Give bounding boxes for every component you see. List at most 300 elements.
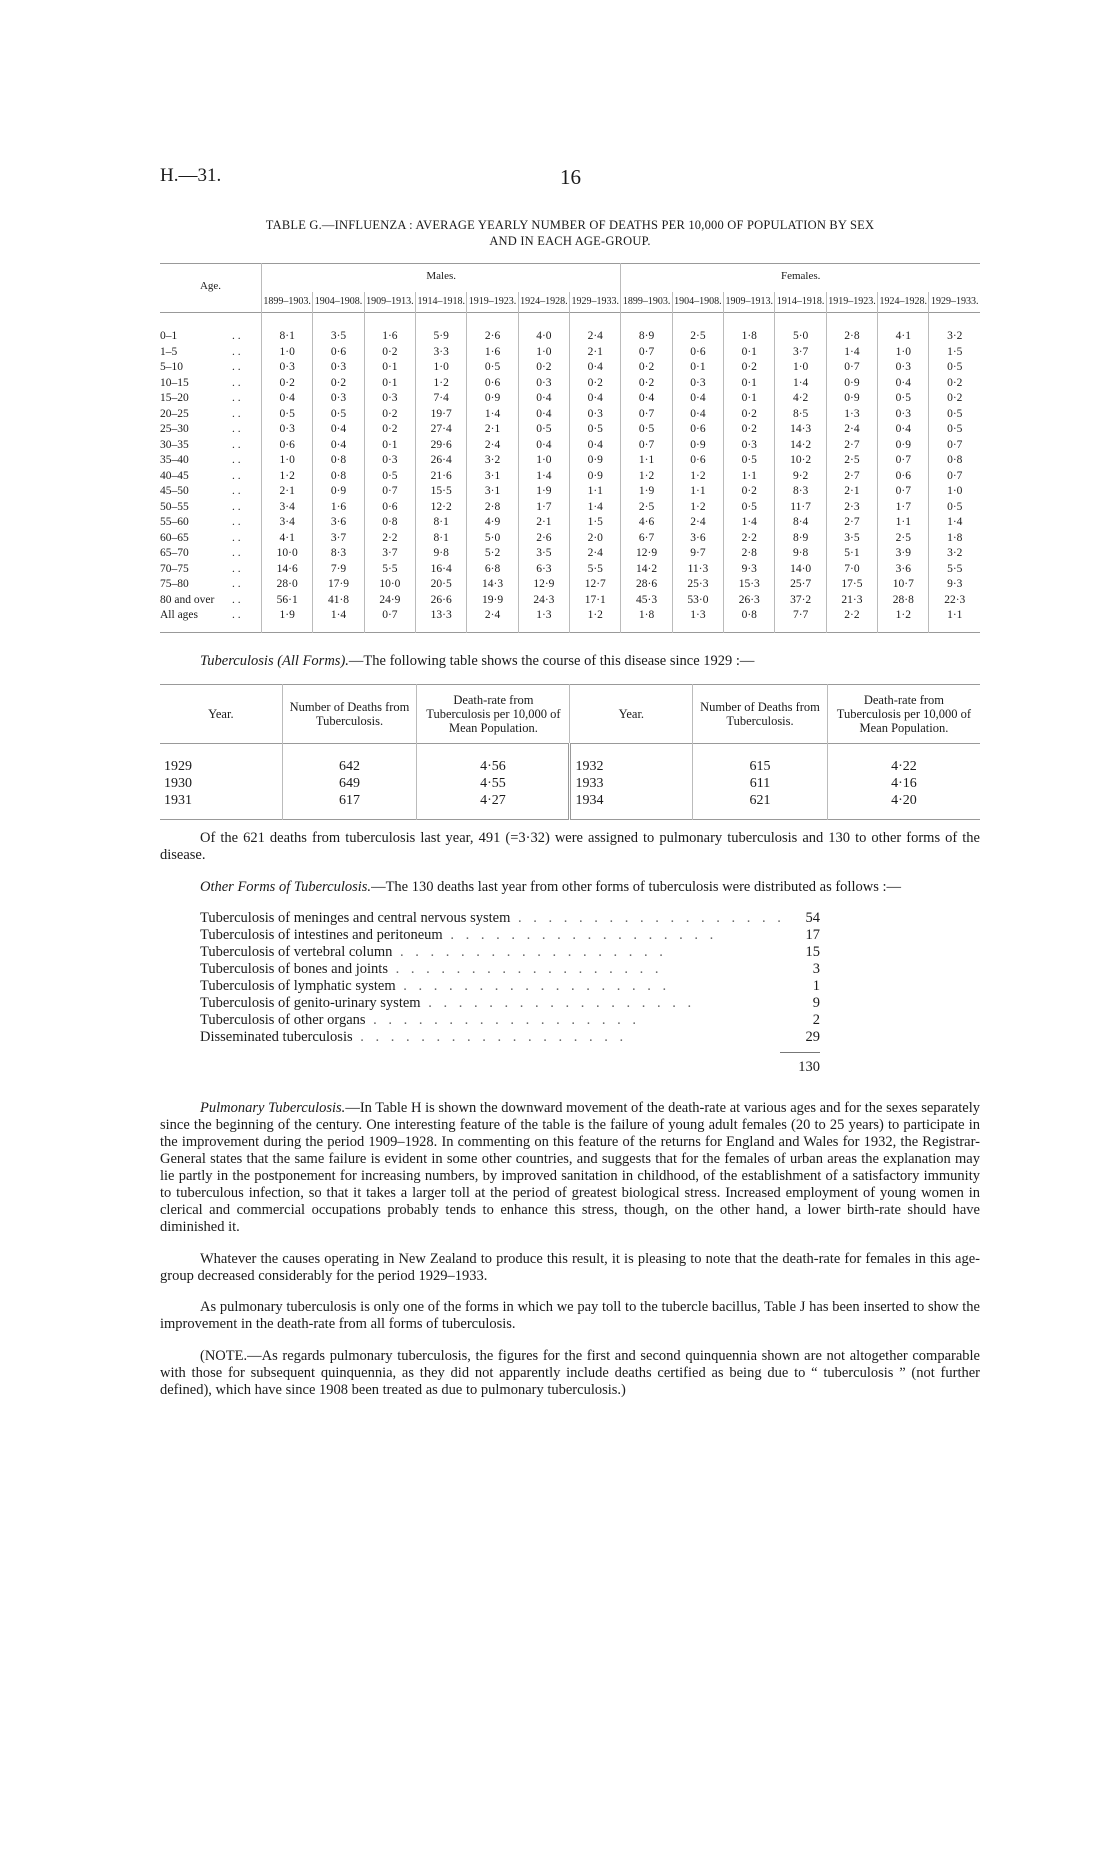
leader-dots: . . xyxy=(232,500,241,513)
female-rate-cell: 0·1 xyxy=(724,391,775,407)
female-rate-cell: 0·6 xyxy=(672,453,723,469)
male-rate-cell: 0·2 xyxy=(262,376,313,392)
female-rate-cell: 10·7 xyxy=(878,577,929,593)
female-rate-cell: 0·7 xyxy=(929,469,980,485)
male-rate-cell: 10·0 xyxy=(262,546,313,562)
male-rate-cell: 12·9 xyxy=(518,577,569,593)
male-rate-cell: 24·9 xyxy=(364,593,415,609)
female-rate-cell: 0·5 xyxy=(724,500,775,516)
male-rate-cell: 0·2 xyxy=(364,345,415,361)
female-rate-cell: 0·4 xyxy=(878,422,929,438)
female-rate-cell: 0·2 xyxy=(621,360,672,376)
male-rate-cell: 6·8 xyxy=(467,562,518,578)
male-rate-cell: 0·4 xyxy=(570,438,621,454)
female-rate-cell: 0·5 xyxy=(724,453,775,469)
female-rate-cell: 0·7 xyxy=(621,438,672,454)
age-group-cell: 5–10 xyxy=(160,361,183,373)
year-cell: 1930 xyxy=(164,776,192,791)
form-label: Tuberculosis of genito-urinary system . . xyxy=(200,995,780,1012)
male-rate-cell: 14·3 xyxy=(467,577,518,593)
female-rate-cell: 11·3 xyxy=(672,562,723,578)
males-period-header: 1924–1928. xyxy=(518,292,569,313)
rate-cell: 4·55 xyxy=(417,775,570,792)
rate-cell: 4·16 xyxy=(827,775,980,792)
male-rate-cell: 1·0 xyxy=(262,345,313,361)
female-rate-cell: 0·5 xyxy=(929,500,980,516)
female-rate-cell: 1·0 xyxy=(929,484,980,500)
male-rate-cell: 1·6 xyxy=(364,313,415,345)
female-rate-cell: 1·4 xyxy=(775,376,826,392)
form-count: 1 xyxy=(812,978,820,994)
male-rate-cell: 0·1 xyxy=(364,438,415,454)
females-period-header: 1919–1923. xyxy=(826,292,877,313)
male-rate-cell: 2·8 xyxy=(467,500,518,516)
tuberculosis-para1: Of the 621 deaths from tuberculosis last year, 491 (=3·32) were assigned to pulmonary tuberculosis and 130 to other forms of the disease. xyxy=(160,830,980,863)
deaths-cell: 617 xyxy=(282,792,417,820)
female-rate-cell: 37·2 xyxy=(775,593,826,609)
female-rate-cell: 5·5 xyxy=(929,562,980,578)
female-rate-cell: 5·1 xyxy=(826,546,877,562)
male-rate-cell: 5·2 xyxy=(467,546,518,562)
list-item xyxy=(200,944,820,961)
female-rate-cell: 0·2 xyxy=(724,360,775,376)
male-rate-cell: 26·4 xyxy=(416,453,467,469)
male-rate-cell: 0·3 xyxy=(262,422,313,438)
male-rate-cell: 0·3 xyxy=(518,376,569,392)
male-rate-cell: 8·1 xyxy=(262,313,313,345)
age-group-cell: 0–1 xyxy=(160,330,178,342)
table-g-caption-line1: TABLE G.—INFLUENZA : AVERAGE YEARLY NUMBER OF DEATHS PER 10,000 OF POPULATION BY SEX xyxy=(265,218,875,232)
female-rate-cell: 15·3 xyxy=(724,577,775,593)
document-reference: H.—31. xyxy=(160,165,222,186)
males-period-header: 1919–1923. xyxy=(467,292,518,313)
age-group-cell: 70–75 xyxy=(160,562,189,575)
age-group-cell: 35–40 xyxy=(160,454,189,466)
female-rate-cell: 3·9 xyxy=(878,546,929,562)
female-rate-cell: 0·2 xyxy=(929,376,980,392)
leader-dots: . . xyxy=(232,562,241,575)
male-rate-cell: 0·6 xyxy=(313,345,364,361)
male-rate-cell: 2·1 xyxy=(518,515,569,531)
table-row xyxy=(160,453,980,469)
table-row xyxy=(160,438,980,454)
female-rate-cell: 2·5 xyxy=(621,500,672,516)
leader-dots: . . xyxy=(232,438,241,451)
male-rate-cell: 1·6 xyxy=(313,500,364,516)
leader-dots: . . xyxy=(232,361,241,373)
deaths-header-left: Number of Deaths from Tuberculosis. xyxy=(282,685,417,744)
male-rate-cell: 24·3 xyxy=(518,593,569,609)
male-rate-cell: 3·1 xyxy=(467,469,518,485)
age-group-cell: 75–80 xyxy=(160,578,189,590)
influenza-table-body xyxy=(160,313,980,633)
male-rate-cell: 1·5 xyxy=(570,515,621,531)
female-rate-cell: 1·2 xyxy=(621,469,672,485)
male-rate-cell: 13·3 xyxy=(416,608,467,632)
table-row xyxy=(160,593,980,609)
male-rate-cell: 5·5 xyxy=(570,562,621,578)
male-rate-cell: 15·5 xyxy=(416,484,467,500)
female-rate-cell: 4·1 xyxy=(878,313,929,345)
rate-cell: 4·56 xyxy=(417,744,570,776)
female-rate-cell: 1·4 xyxy=(826,345,877,361)
female-rate-cell: 2·5 xyxy=(826,453,877,469)
female-rate-cell: 1·1 xyxy=(929,608,980,632)
females-period-header: 1929–1933. xyxy=(929,292,980,313)
female-rate-cell: 1·1 xyxy=(672,484,723,500)
rate-header-right: Death-rate from Tuberculosis per 10,000 of Mean Population. xyxy=(827,685,980,744)
female-rate-cell: 0·3 xyxy=(878,360,929,376)
rate-cell: 4·27 xyxy=(417,792,570,820)
age-group-cell: 60–65 xyxy=(160,531,189,544)
female-rate-cell: 0·5 xyxy=(929,407,980,423)
male-rate-cell: 1·1 xyxy=(570,484,621,500)
male-rate-cell: 2·4 xyxy=(467,438,518,454)
table-row xyxy=(160,345,980,361)
table-row xyxy=(160,484,980,500)
female-rate-cell: 0·7 xyxy=(826,360,877,376)
female-rate-cell: 0·3 xyxy=(878,407,929,423)
other-forms-intro xyxy=(160,879,980,896)
page xyxy=(160,165,980,1413)
female-rate-cell: 0·7 xyxy=(621,407,672,423)
table-g-caption-line2: AND IN EACH AGE-GROUP. xyxy=(489,234,651,248)
female-rate-cell: 8·5 xyxy=(775,407,826,423)
male-rate-cell: 5·0 xyxy=(467,531,518,547)
leader-dots: . . xyxy=(232,407,241,420)
leader-dots: . . xyxy=(232,593,241,606)
females-period-header: 1914–1918. xyxy=(775,292,826,313)
male-rate-cell: 2·1 xyxy=(570,345,621,361)
female-rate-cell: 2·3 xyxy=(826,500,877,516)
age-group-cell: 80 and over xyxy=(160,593,215,606)
female-rate-cell: 2·5 xyxy=(878,531,929,547)
female-rate-cell: 0·5 xyxy=(929,360,980,376)
year-cell: 1932 xyxy=(570,744,693,776)
female-rate-cell: 1·3 xyxy=(826,407,877,423)
female-rate-cell: 8·9 xyxy=(775,531,826,547)
male-rate-cell: 2·2 xyxy=(364,531,415,547)
form-label: Tuberculosis of intestines and peritoneum . . xyxy=(200,927,780,944)
male-rate-cell: 56·1 xyxy=(262,593,313,609)
rate-header-left: Death-rate from Tuberculosis per 10,000 of Mean Population. xyxy=(417,685,570,744)
rate-cell: 4·22 xyxy=(827,744,980,776)
female-rate-cell: 4·6 xyxy=(621,515,672,531)
other-forms-rows xyxy=(200,910,820,1046)
age-group-cell: 1–5 xyxy=(160,345,178,358)
female-rate-cell: 1·2 xyxy=(878,608,929,632)
females-period-header: 1909–1913. xyxy=(724,292,775,313)
leader-dots: . . xyxy=(232,547,241,559)
male-rate-cell: 9·8 xyxy=(416,546,467,562)
male-rate-cell: 0·4 xyxy=(570,360,621,376)
male-rate-cell: 0·4 xyxy=(570,391,621,407)
female-rate-cell: 1·4 xyxy=(724,515,775,531)
male-rate-cell: 8·1 xyxy=(416,531,467,547)
pulmonary-para1-text: —In Table H is shown the downward movement of the death-rate at various ages and for the sexes separately since the beginning of the century. One interesting feature of the table is the failure of young adult females (20 to 25 years) to participate in the improvement during the period 1909–1928. In commenting on this feature of the returns for England and Wales for 1932, the Registrar-General states that the same failure is evident in some other countries, and suggests that for the females of urban areas the explanation may lie partly in the postponement for increasing numbers, by improved sanitation in childhood, of the establishment of a satisfactory immunity to tuberculous infection, so that it takes a larger toll at the period of greatest biological stress. Increased employment of young women in clerical and commercial occupations probably tends to enhance this stress, though, on the other hand, a lower birth-rate should have diminished it. xyxy=(160,1100,980,1235)
female-rate-cell: 0·3 xyxy=(672,376,723,392)
female-rate-cell: 8·4 xyxy=(775,515,826,531)
female-rate-cell: 14·3 xyxy=(775,422,826,438)
page-number: 16 xyxy=(560,165,581,189)
female-rate-cell: 22·3 xyxy=(929,593,980,609)
female-rate-cell: 2·1 xyxy=(826,484,877,500)
males-period-header: 1914–1918. xyxy=(416,292,467,313)
male-rate-cell: 1·2 xyxy=(416,376,467,392)
female-rate-cell: 0·7 xyxy=(878,453,929,469)
form-label: Tuberculosis of vertebral column . . xyxy=(200,944,780,961)
male-rate-cell: 3·5 xyxy=(313,313,364,345)
age-group-cell: 50–55 xyxy=(160,500,189,513)
males-header: Males. xyxy=(262,264,621,293)
leader-dots: . . xyxy=(232,609,241,621)
female-rate-cell: 0·2 xyxy=(724,422,775,438)
male-rate-cell: 1·9 xyxy=(518,484,569,500)
table-row xyxy=(160,546,980,562)
form-label: Tuberculosis of meninges and central nervous system . . xyxy=(200,910,780,927)
female-rate-cell: 0·7 xyxy=(929,438,980,454)
year-cell: 1931 xyxy=(164,793,192,808)
leader-dots: . . xyxy=(232,423,241,435)
male-rate-cell: 0·6 xyxy=(262,438,313,454)
female-rate-cell: 2·8 xyxy=(826,313,877,345)
female-rate-cell: 0·6 xyxy=(672,345,723,361)
female-rate-cell: 10·2 xyxy=(775,453,826,469)
male-rate-cell: 4·1 xyxy=(262,531,313,547)
pulmonary-note: (NOTE.—As regards pulmonary tuberculosis, the figures for the first and second quinquennia shown are not altogether comparable with those for subsequent quinquennia, as they did not apparently include deaths certified as being due to “ tuberculosis ” (not further defined), which have since 1908 been treated as due to pulmonary tuberculosis.) xyxy=(160,1347,980,1398)
male-rate-cell: 1·0 xyxy=(518,345,569,361)
male-rate-cell: 2·6 xyxy=(518,531,569,547)
female-rate-cell: 1·2 xyxy=(672,500,723,516)
male-rate-cell: 10·0 xyxy=(364,577,415,593)
female-rate-cell: 1·4 xyxy=(929,515,980,531)
leader-dots: . . xyxy=(232,345,241,358)
male-rate-cell: 6·3 xyxy=(518,562,569,578)
table-row xyxy=(160,313,980,345)
female-rate-cell: 0·1 xyxy=(724,376,775,392)
male-rate-cell: 7·9 xyxy=(313,562,364,578)
male-rate-cell: 0·4 xyxy=(313,438,364,454)
male-rate-cell: 0·4 xyxy=(518,407,569,423)
pulmonary-heading: Pulmonary Tuberculosis. xyxy=(200,1100,346,1116)
period-header-row xyxy=(160,292,980,313)
male-rate-cell: 0·4 xyxy=(313,422,364,438)
male-rate-cell: 20·5 xyxy=(416,577,467,593)
form-label: Tuberculosis of other organs . . xyxy=(200,1012,780,1029)
male-rate-cell: 21·6 xyxy=(416,469,467,485)
male-rate-cell: 41·8 xyxy=(313,593,364,609)
deaths-cell: 611 xyxy=(693,775,828,792)
female-rate-cell: 0·5 xyxy=(878,391,929,407)
female-rate-cell: 1·8 xyxy=(621,608,672,632)
male-rate-cell: 0·2 xyxy=(364,422,415,438)
year-cell: 1933 xyxy=(570,775,693,792)
form-count: 2 xyxy=(812,1012,820,1028)
female-rate-cell: 25·3 xyxy=(672,577,723,593)
male-rate-cell: 3·6 xyxy=(313,515,364,531)
other-forms-heading: Other Forms of Tuberculosis. xyxy=(200,878,372,895)
female-rate-cell: 1·1 xyxy=(878,515,929,531)
other-forms-total: 130 xyxy=(780,1052,820,1076)
male-rate-cell: 5·9 xyxy=(416,313,467,345)
form-count: 9 xyxy=(812,995,820,1011)
male-rate-cell: 2·1 xyxy=(262,484,313,500)
age-group-cell: 25–30 xyxy=(160,423,189,435)
list-item xyxy=(200,1029,820,1046)
female-rate-cell: 0·9 xyxy=(826,391,877,407)
female-rate-cell: 0·9 xyxy=(826,376,877,392)
female-rate-cell: 1·3 xyxy=(672,608,723,632)
form-count: 3 xyxy=(812,961,820,977)
table-row xyxy=(160,775,980,792)
other-forms-intro-text: —The 130 deaths last year from other forms of tuberculosis were distributed as follows :— xyxy=(371,878,901,895)
female-rate-cell: 0·1 xyxy=(724,345,775,361)
table-row xyxy=(160,391,980,407)
leader-dots: . . xyxy=(232,392,241,404)
table-g-caption xyxy=(160,217,980,249)
female-rate-cell: 1·2 xyxy=(672,469,723,485)
male-rate-cell: 0·5 xyxy=(467,360,518,376)
year-header-left: Year. xyxy=(208,707,234,721)
male-rate-cell: 4·0 xyxy=(518,313,569,345)
female-rate-cell: 0·5 xyxy=(929,422,980,438)
male-rate-cell: 0·8 xyxy=(313,469,364,485)
male-rate-cell: 0·9 xyxy=(570,453,621,469)
male-rate-cell: 0·8 xyxy=(313,453,364,469)
year-cell: 1934 xyxy=(570,792,693,820)
male-rate-cell: 26·6 xyxy=(416,593,467,609)
female-rate-cell: 11·7 xyxy=(775,500,826,516)
female-rate-cell: 0·4 xyxy=(878,376,929,392)
age-group-cell: 10–15 xyxy=(160,376,189,389)
female-rate-cell: 1·5 xyxy=(929,345,980,361)
male-rate-cell: 4·9 xyxy=(467,515,518,531)
female-rate-cell: 8·9 xyxy=(621,313,672,345)
male-rate-cell: 1·6 xyxy=(467,345,518,361)
male-rate-cell: 2·4 xyxy=(570,546,621,562)
list-item xyxy=(200,927,820,944)
male-rate-cell: 3·4 xyxy=(262,515,313,531)
female-rate-cell: 6·7 xyxy=(621,531,672,547)
male-rate-cell: 2·1 xyxy=(467,422,518,438)
male-rate-cell: 0·6 xyxy=(364,500,415,516)
female-rate-cell: 3·7 xyxy=(775,345,826,361)
table-row xyxy=(160,407,980,423)
other-forms-total-row xyxy=(200,1052,820,1076)
females-period-header: 1899–1903. xyxy=(621,292,672,313)
females-period-header: 1904–1908. xyxy=(672,292,723,313)
male-rate-cell: 0·7 xyxy=(364,608,415,632)
female-rate-cell: 0·2 xyxy=(929,391,980,407)
female-rate-cell: 9·7 xyxy=(672,546,723,562)
male-rate-cell: 1·3 xyxy=(518,608,569,632)
age-header: Age. xyxy=(199,280,222,292)
male-rate-cell: 0·9 xyxy=(467,391,518,407)
female-rate-cell: 0·4 xyxy=(672,407,723,423)
males-period-header: 1904–1908. xyxy=(313,292,364,313)
male-rate-cell: 1·4 xyxy=(467,407,518,423)
leader-dots: . . xyxy=(232,454,241,466)
table-row xyxy=(160,531,980,547)
male-rate-cell: 2·4 xyxy=(467,608,518,632)
leader-dots: . . xyxy=(232,516,241,528)
female-rate-cell: 2·2 xyxy=(826,608,877,632)
pulmonary-para1 xyxy=(160,1100,980,1236)
female-rate-cell: 0·2 xyxy=(724,407,775,423)
female-rate-cell: 53·0 xyxy=(672,593,723,609)
female-rate-cell: 9·3 xyxy=(929,577,980,593)
male-rate-cell: 1·7 xyxy=(518,500,569,516)
female-rate-cell: 1·0 xyxy=(878,345,929,361)
male-rate-cell: 29·6 xyxy=(416,438,467,454)
female-rate-cell: 2·7 xyxy=(826,469,877,485)
female-rate-cell: 17·5 xyxy=(826,577,877,593)
female-rate-cell: 0·8 xyxy=(929,453,980,469)
table-row xyxy=(160,360,980,376)
form-label: Tuberculosis of bones and joints . . xyxy=(200,961,780,978)
female-rate-cell: 0·1 xyxy=(672,360,723,376)
age-group-cell: 55–60 xyxy=(160,516,189,528)
male-rate-cell: 1·4 xyxy=(518,469,569,485)
tuberculosis-intro-text: —The following table shows the course of this disease since 1929 :— xyxy=(348,652,755,669)
tuberculosis-heading: Tuberculosis (All Forms). xyxy=(200,652,349,669)
female-rate-cell: 5·0 xyxy=(775,313,826,345)
female-rate-cell: 28·6 xyxy=(621,577,672,593)
male-rate-cell: 0·5 xyxy=(570,422,621,438)
female-rate-cell: 2·4 xyxy=(826,422,877,438)
male-rate-cell: 0·5 xyxy=(518,422,569,438)
male-rate-cell: 2·0 xyxy=(570,531,621,547)
male-rate-cell: 1·2 xyxy=(262,469,313,485)
male-rate-cell: 2·6 xyxy=(467,313,518,345)
other-forms-list xyxy=(200,910,820,1076)
female-rate-cell: 0·9 xyxy=(878,438,929,454)
male-rate-cell: 12·7 xyxy=(570,577,621,593)
male-rate-cell: 0·4 xyxy=(518,391,569,407)
male-rate-cell: 1·0 xyxy=(518,453,569,469)
female-rate-cell: 4·2 xyxy=(775,391,826,407)
year-header-right: Year. xyxy=(570,685,693,744)
male-rate-cell: 5·5 xyxy=(364,562,415,578)
female-rate-cell: 1·1 xyxy=(724,469,775,485)
female-rate-cell: 0·6 xyxy=(878,469,929,485)
deaths-cell: 649 xyxy=(282,775,417,792)
male-rate-cell: 3·2 xyxy=(467,453,518,469)
male-rate-cell: 0·3 xyxy=(313,391,364,407)
male-rate-cell: 0·1 xyxy=(364,376,415,392)
female-rate-cell: 7·0 xyxy=(826,562,877,578)
female-rate-cell: 2·7 xyxy=(826,515,877,531)
form-label: Disseminated tuberculosis . . xyxy=(200,1029,780,1046)
male-rate-cell: 0·3 xyxy=(364,391,415,407)
male-rate-cell: 0·2 xyxy=(313,376,364,392)
females-header: Females. xyxy=(621,264,980,293)
female-rate-cell: 8·3 xyxy=(775,484,826,500)
table-row xyxy=(160,562,980,578)
female-rate-cell: 0·2 xyxy=(621,376,672,392)
pulmonary-para3: As pulmonary tuberculosis is only one of the forms in which we pay toll to the tubercle bacillus, Table J has been inserted to show the improvement in the death-rate from all forms of tuberculosis. xyxy=(160,1299,980,1332)
female-rate-cell: 1·8 xyxy=(929,531,980,547)
table-row xyxy=(160,515,980,531)
leader-dots: . . xyxy=(232,531,241,544)
table-row xyxy=(160,608,980,632)
male-rate-cell: 19·9 xyxy=(467,593,518,609)
female-rate-cell: 0·4 xyxy=(672,391,723,407)
tuberculosis-table xyxy=(160,684,980,820)
male-rate-cell: 8·3 xyxy=(313,546,364,562)
males-period-header: 1909–1913. xyxy=(364,292,415,313)
form-count: 15 xyxy=(805,944,820,960)
